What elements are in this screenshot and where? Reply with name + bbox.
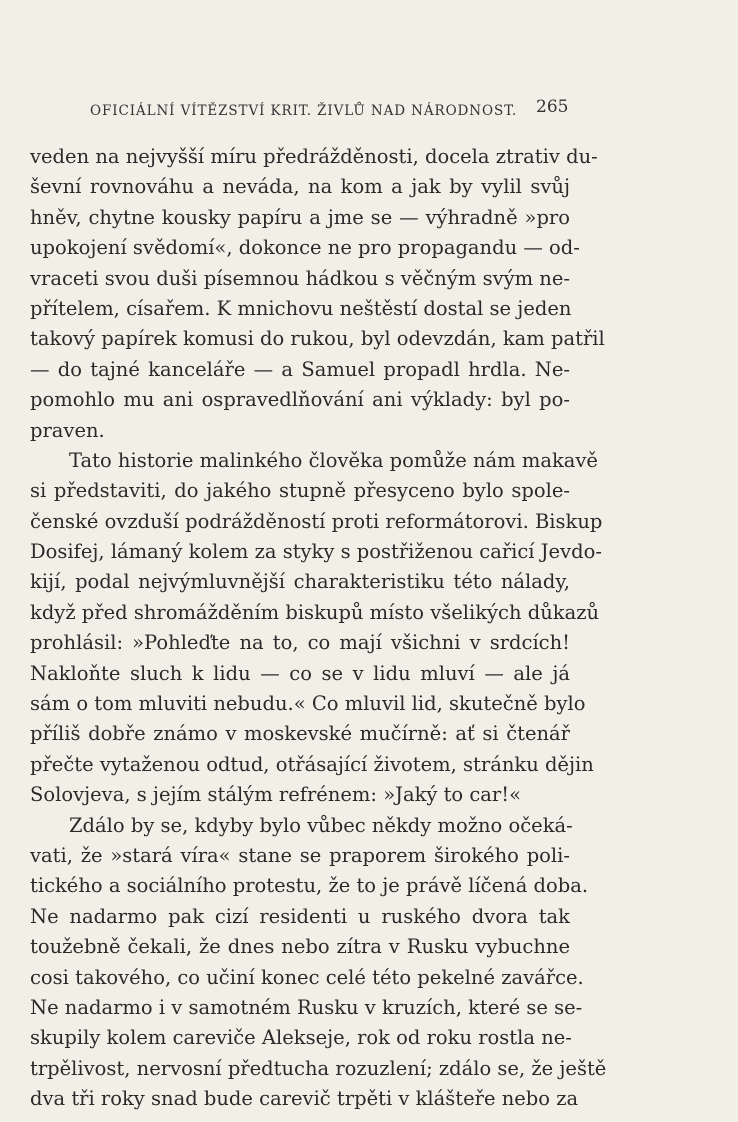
text-line: Zdálo by se, kdyby bylo vůbec někdy možno očeká- (69, 813, 573, 837)
text-line: pomohlo mu ani ospravedlňování ani výklady: byl po- (30, 388, 570, 412)
text-line: upokojení svědomí«, dokonce ne pro propagandu — od- (30, 236, 580, 260)
paragraph (30, 446, 603, 811)
text-line: Ne nadarmo i v samotném Rusku v kruzích, které se se- (30, 995, 583, 1019)
paragraph (30, 811, 607, 1115)
text-line: Ne nadarmo pak cizí residenti u ruského dvora tak (30, 904, 570, 928)
text-line: hněv, chytne kousky papíru a jme se — výhradně »pro (30, 205, 570, 229)
text-line: dva tři roky snad bude carevič trpěti v klášteře nebo za (30, 1087, 579, 1111)
text-line: příliš dobře známo v moskevské mučírně: ať si čtenář (30, 722, 570, 746)
text-line: cosi takového, co učiní konec celé této pekelné zavářce. (30, 965, 584, 989)
text-line: Dosifej, lámaný kolem za styky s postřiženou cařicí Jevdo- (30, 540, 602, 564)
text-line: ševní rovnováhu a neváda, na kom a jak by vylil svůj (30, 175, 570, 199)
text-line: kijí, podal nejvýmluvnější charakteristiku této nálady, (30, 570, 570, 594)
paragraph (30, 142, 605, 446)
text-line: prohlásil: »Pohleďte na to, co mají všichni v srdcích! (30, 631, 570, 655)
text-line: přítelem, císařem. K mnichovu neštěstí dostal se jeden (30, 296, 572, 320)
body-text (30, 142, 607, 1115)
text-line: přečte vytaženou odtud, otřásající životem, stránku dějin (30, 752, 594, 776)
text-line: když před shromážděním biskupů místo všelikých důkazů (30, 600, 600, 624)
text-line: sám o tom mluviti nebudu.« Co mluvil lid, skutečně bylo (30, 692, 586, 716)
text-line: praven. (30, 418, 105, 442)
text-line: trpělivost, nervosní předtucha rozuzlení; zdálo se, že ještě (30, 1056, 607, 1080)
text-line: Tato historie malinkého člověka pomůže nám makavě (69, 448, 598, 472)
text-line: — do tajné kanceláře — a Samuel propadl hrdla. Ne- (30, 357, 570, 381)
text-line: si představiti, do jakého stupně přesyceno bylo spole- (30, 479, 570, 503)
page-number: 265 (536, 97, 569, 117)
text-line: tického a sociálního protestu, že to je právě líčená doba. (30, 874, 589, 898)
text-line: vraceti svou duši písemnou hádkou s věčným svým ne- (30, 266, 570, 290)
text-line: takový papírek komusi do rukou, byl odevzdán, kam patřil (30, 327, 605, 351)
text-line: veden na nejvyšší míru předrážděnosti, docela ztrativ du- (30, 145, 598, 168)
running-head: OFICIÁLNÍ VÍTĚZSTVÍ KRIT. ŽIVLŮ NAD NÁRODNOST. (90, 103, 518, 119)
text-line: čenské ovzduší podrážděností proti reformátorovi. Biskup (30, 509, 603, 533)
text-line: vati, že »stará víra« stane se praporem širokého poli- (30, 843, 570, 867)
text-line: toužebně čekali, že dnes nebo zítra v Rusku vybuchne (30, 935, 570, 959)
text-line: skupily kolem careviče Alekseje, rok od roku rostla ne- (30, 1026, 572, 1050)
text-line: Nakloňte sluch k lidu — co se v lidu mluví — ale já (30, 661, 570, 685)
text-line: Solovjeva, s jejím stálým refrénem: »Jaký to car!« (30, 783, 522, 807)
